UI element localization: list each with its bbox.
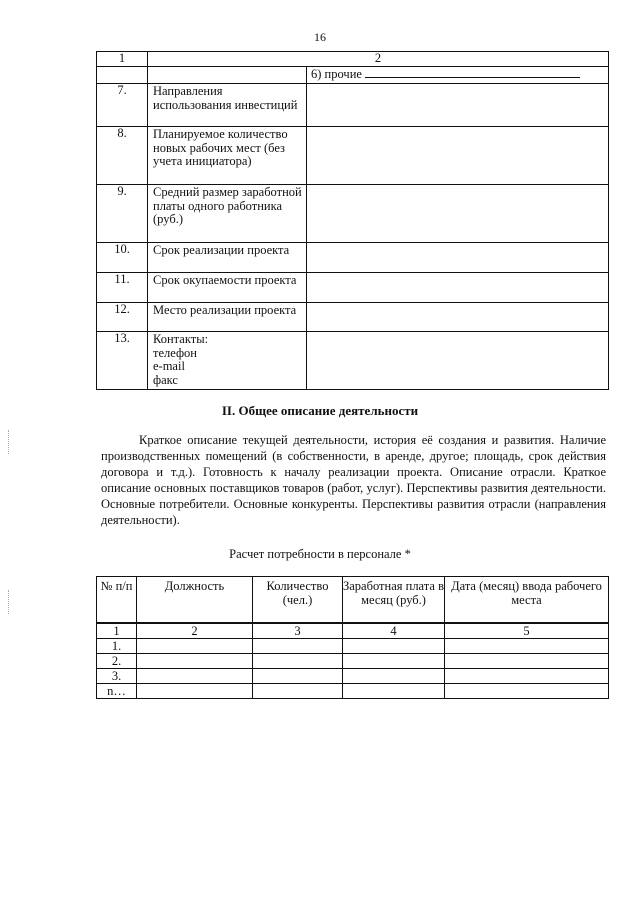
table-row: [97, 243, 609, 273]
table-row: [97, 654, 609, 669]
col-number: 2: [137, 623, 253, 639]
contacts-label: [148, 332, 307, 390]
row-number: 3.: [97, 669, 137, 684]
row-label: Срок реализации проекта: [148, 243, 307, 273]
row-number: 11.: [97, 273, 148, 303]
table-row: [97, 303, 609, 332]
contacts-line: факс: [153, 372, 178, 387]
section-description: Краткое описание текущей деятельности, история её создания и развития. Наличие производственных помещений (в собственности, в аренде, другое; площадь, срок действия договора и т.д.). Готовность к началу реализации проекта. Описание отрасли. Краткое описание основных поставщиков товаров (работ, услуг). Перспективы развития деятельности. Основные потребители. Основные конкуренты. Перспективы развития отрасли (направления деятельности).: [101, 433, 606, 527]
table-row: [97, 273, 609, 303]
col-number: 4: [343, 623, 445, 639]
value-cell: [307, 127, 609, 185]
header-col-1: 1: [97, 52, 148, 67]
col-number: 3: [253, 623, 343, 639]
header-position: Должность: [137, 577, 253, 624]
table-header-row: [97, 577, 609, 624]
section-title: II. Общее описание деятельности: [221, 403, 419, 418]
header-col-2: 2: [148, 52, 609, 67]
row-label: Срок окупаемости проекта: [148, 273, 307, 303]
value-cell: [307, 273, 609, 303]
contacts-line: e-mail: [153, 359, 185, 373]
row-number: 1.: [97, 639, 137, 654]
project-info-table: [96, 51, 609, 390]
row-number: 12.: [97, 303, 148, 332]
table-row: [97, 67, 609, 84]
row-number: 8.: [97, 127, 148, 185]
value-cell: [307, 303, 609, 332]
staff-table-title: Расчет потребности в персонале *: [229, 547, 411, 561]
row-number: n…: [97, 684, 137, 699]
staff-table: [96, 576, 609, 699]
row-number: 10.: [97, 243, 148, 273]
contacts-line: Контакты:: [153, 332, 209, 346]
value-cell: [307, 84, 609, 127]
row-label: Планируемое количество новых рабочих мест (без учета инициатора): [148, 127, 307, 185]
scan-margin-mark: [8, 590, 12, 614]
value-cell: [307, 185, 609, 243]
col-number: 1: [97, 623, 137, 639]
table-row: [97, 684, 609, 699]
header-count: Количество (чел.): [253, 577, 343, 624]
header-num: № п/п: [97, 577, 137, 624]
column-number-row: [97, 623, 609, 639]
row-number: 7.: [97, 84, 148, 127]
scan-margin-mark: [8, 430, 12, 454]
col-number: 5: [445, 623, 609, 639]
table-row: [97, 332, 609, 390]
header-salary: Заработная плата в месяц (руб.): [343, 577, 445, 624]
table-row: [97, 639, 609, 654]
page-number: 16: [314, 30, 326, 44]
row-number: 9.: [97, 185, 148, 243]
table-row: [97, 669, 609, 684]
fill-line: [365, 68, 580, 78]
other-label: 6) прочие: [311, 67, 362, 82]
row-label: Средний размер заработной платы одного работника (руб.): [148, 185, 307, 243]
table-row: [97, 84, 609, 127]
row-number: 2.: [97, 654, 137, 669]
header-date: Дата (месяц) ввода рабочего места: [445, 577, 609, 624]
value-cell: [307, 332, 609, 390]
row-label: Направления использования инвестиций: [148, 84, 307, 127]
table-header-row: [97, 52, 609, 67]
row-number: 13.: [97, 332, 148, 390]
value-cell: [307, 243, 609, 273]
row-label: Место реализации проекта: [148, 303, 307, 332]
contacts-line: телефон: [153, 345, 197, 360]
table-row: [97, 185, 609, 243]
table-row: [97, 127, 609, 185]
other-cell: [307, 67, 609, 84]
